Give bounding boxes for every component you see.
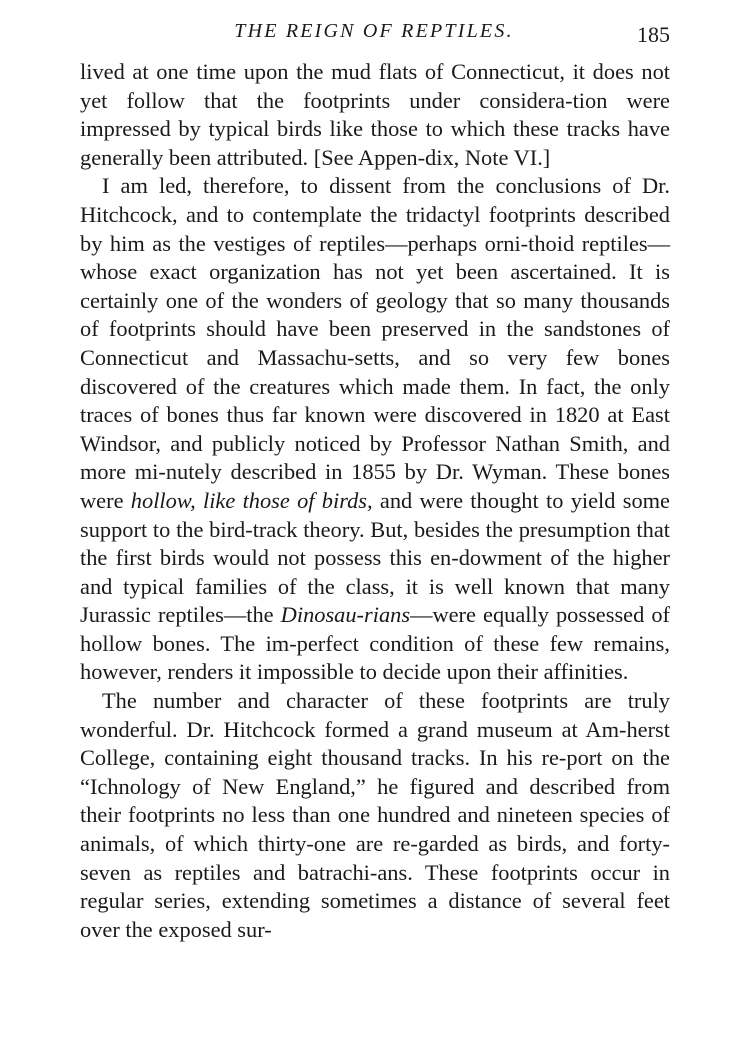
page-header xyxy=(78,14,670,48)
italic-term-dinosaurians: Dinosau-rians xyxy=(280,602,411,628)
paragraph-text-part: and were thought to yield some support to the bird-track theory. But, besides the presumption that the first birds would not possess this en-dowment of the higher and typical families of the class, it is well known that many Jurassic reptiles—the xyxy=(80,487,671,628)
paragraph-footprints-number: The number and character of these footprints are truly wonderful. Dr. Hitchcock formed a grand museum at Am-herst College, containing eight thousand tracks. In his re-port on the “Ichnology of New England,” he figured and described from their footprints no less than one hundred and nineteen species of animals, of which thirty-one are re-garded as birds, and forty-seven as reptiles and batrachi-ans. These footprints occur in regular series, extending sometimes a distance of several feet over the exposed sur- xyxy=(80,688,670,942)
italic-phrase-hollow-bones: hollow, like those of birds, xyxy=(130,487,373,513)
running-head: THE REIGN OF REPTILES. xyxy=(234,20,514,42)
paragraph-continuation: lived at one time upon the mud flats of Connecticut, it does not yet follow that the footprints under considera-tion were impressed by typical birds like those to which these tracks have generally been attributed. [See Appen-dix, Note VI.] xyxy=(80,59,670,170)
paragraph-text-part: —were equally possessed of hollow bones. The im-perfect condition of these few remains, however, renders it impossible to decide upon their affinities. xyxy=(80,602,671,685)
body-text xyxy=(80,58,670,944)
page-number: 185 xyxy=(637,22,670,47)
paragraph-hitchcock-dissent xyxy=(80,172,670,687)
paragraph-text-part: I am led, therefore, to dissent from the conclusions of Dr. Hitchcock, and to contemplate the tridactyl footprints described by him as the vestiges of reptiles—perhaps orni-thoid reptiles—whose exact organization has not yet been ascertained. It is certainly one of the wonders of geology that so many thousands of footprints should have been preserved in the sandstones of Connecticut and Massachu-setts, and so very few bones discovered of the creatures which made them. In fact, the only traces of bones thus far known were discovered in 1820 at East Windsor, and publicly noticed by Professor Nathan Smith, and more mi-nutely described in 1855 by Dr. Wyman. These bones were xyxy=(80,173,670,513)
